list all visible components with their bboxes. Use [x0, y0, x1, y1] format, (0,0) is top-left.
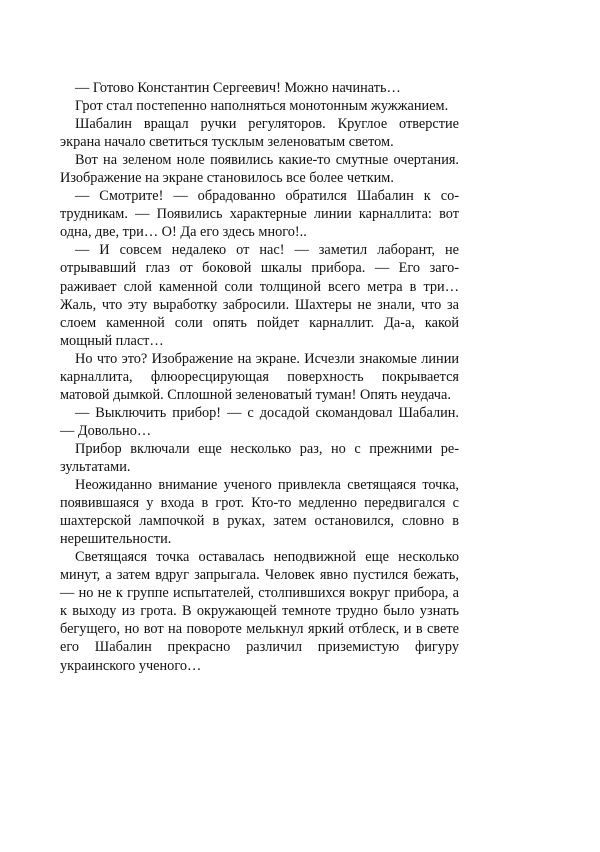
paragraph: — Готово Константин Сергеевич! Можно начинать… [75, 80, 401, 96]
paragraph: Неожиданно внимание ученого привлекла светящаяся точка, появившаяся у входа в грот. Кто-то медленно передвигался с шахтерской лампочкой в руках, затем остановился, словно в нерешительности. [60, 477, 459, 548]
paragraph: Светящаяся точка оставалась неподвижной еще несколько минут, а затем вдруг запрыгала. Человек явно пустился бежать, — но не к группе испытателей, столпившихся вокруг прибора, а к выходу из грота. В окружающей темноте трудно было узнать бегущего, но вот на повороте мелькнул яркий отблеск, и в свете его Шабалин прекрасно различил приземистую фигуру украинского ученого… [60, 549, 459, 674]
paragraph: Грот стал постепенно наполняться монотонным жужжанием. [75, 98, 449, 115]
paragraph: Прибор включали еще несколько раз, но с прежними результатами. [60, 440, 459, 475]
paragraph: Шабалин вращал ручки регуляторов. Круглое отверстие экрана начало светиться тусклым зеленоватым светом. [60, 116, 459, 151]
book-page-text [60, 79, 459, 675]
paragraph: Но что это? Изображение на экране. Исчезли знакомые линии карналлита, флюоресцирующая поверхность покрывается матовой дымкой. Сплошной зеленоватый туман! Опять неудача. [60, 350, 459, 403]
paragraph: Вот на зеленом ноле появились какие-то смутные очертания. Изображение на экране становилось все более четким. [60, 152, 459, 187]
paragraph: — И совсем недалеко от нас! — заметил лаборант, не отрывавший глаз от боковой шкалы прибора. — Его загораживает слой каменной соли толщиной всего метра в три… Жаль, что эту выработку забросили. Шахтеры не знали, что за слоем каменной соли опять пойдет карналлит. Да-а, какой мощный пласт… [60, 242, 459, 349]
paragraph: — Выключить прибор! — с досадой скомандовал Шабалин. — Довольно… [60, 404, 459, 439]
paragraph: — Смотрите! — обрадованно обратился Шабалин к сотрудникам. — Появились характерные линии карналлита: вот одна, две, три… О! Да его здесь много!.. [60, 188, 459, 241]
